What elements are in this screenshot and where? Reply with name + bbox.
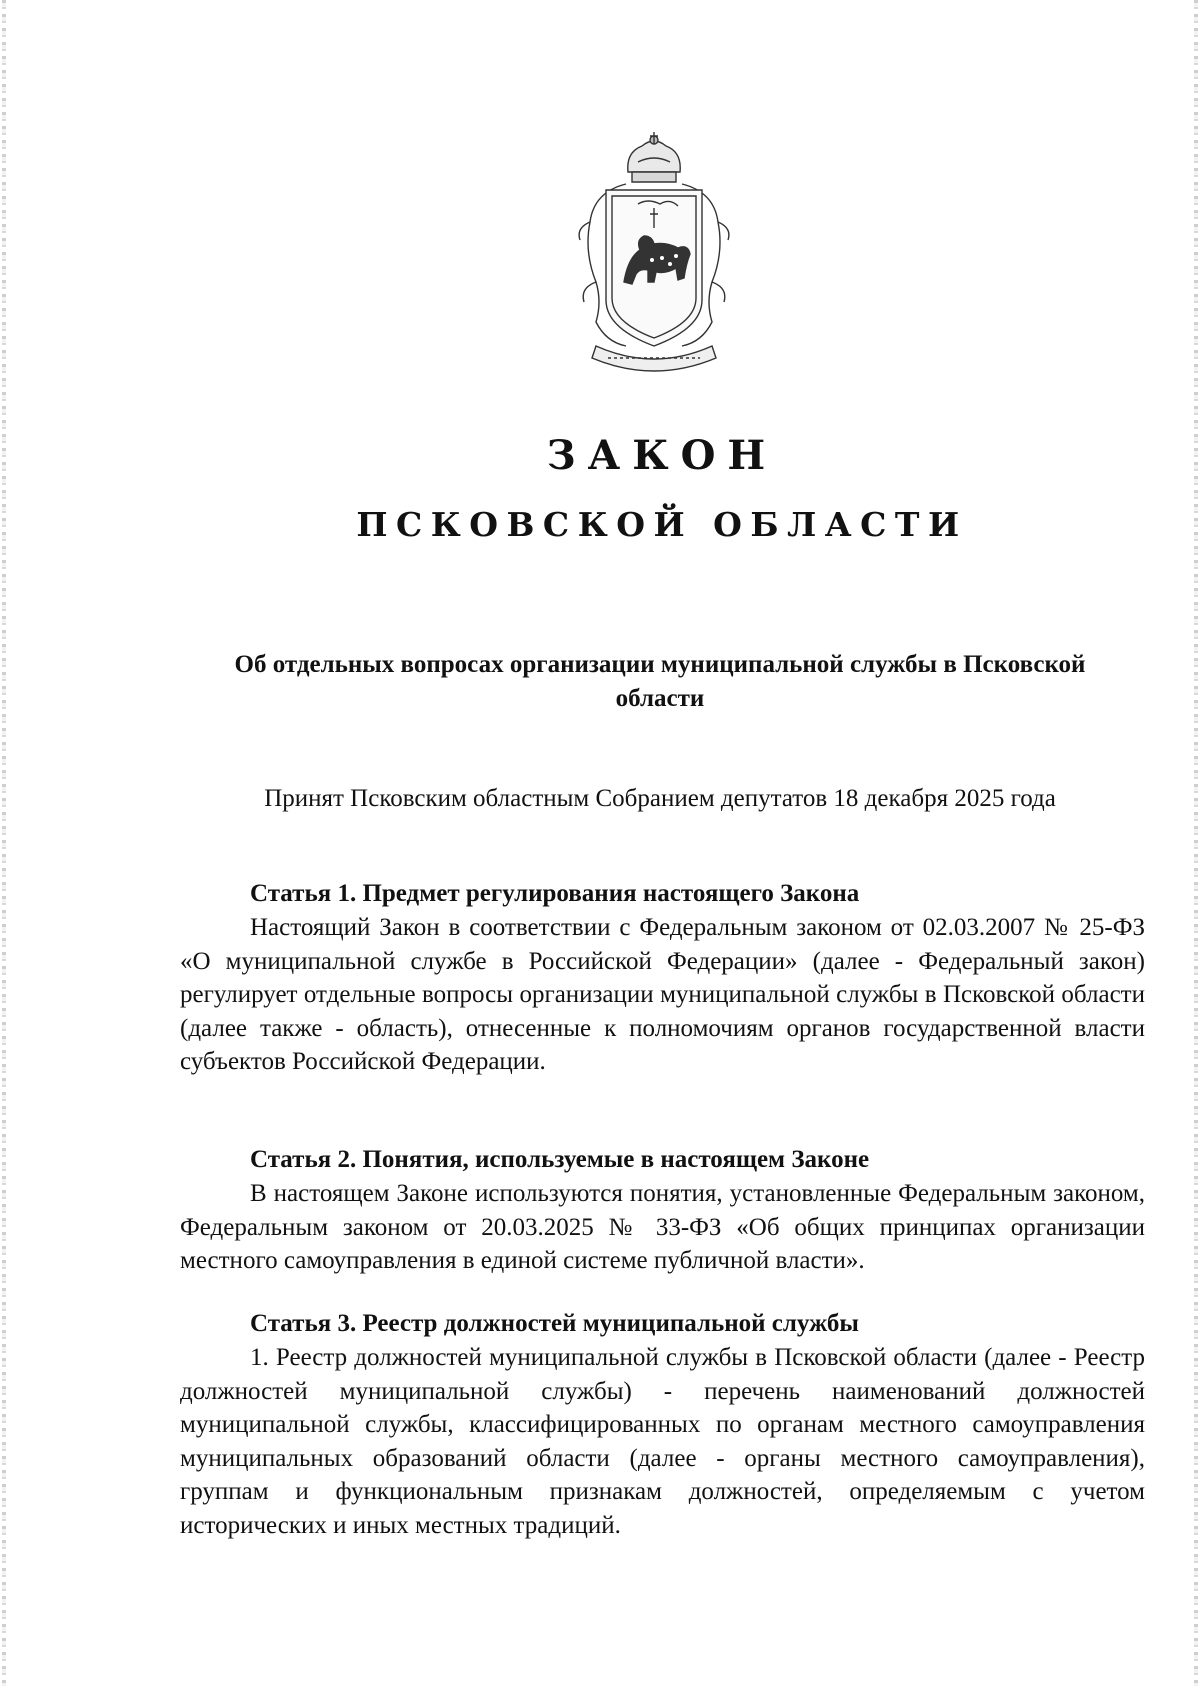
law-title: ЗАКОН	[546, 432, 778, 479]
article-2-body: В настоящем Законе используются понятия, установленные Федеральным законом, Федеральным законом от 20.03.2025 № 33-ФЗ «Об общих принципах организации местного самоуправления в единой системе публичной власти».	[180, 1180, 1145, 1275]
scan-edge-right	[1194, 0, 1198, 1686]
scan-edge-left	[2, 0, 6, 1686]
adoption-statement: Принят Псковским областным Собранием депутатов 18 декабря 2025 года	[264, 785, 1056, 812]
article-1-body: Настоящий Закон в соответствии с Федеральным законом от 02.03.2007 № 25-ФЗ «О муниципальной службе в Российской Федерации» (далее - Федеральный закон) регулирует отдельные вопросы организации муниципальной службы в Псковской области (далее также - область), отнесенные к полномочиям органов государственной власти субъектов Российской Федерации.	[180, 914, 1145, 1076]
article-2-heading: Статья 2. Понятия, используемые в настоящем Законе	[250, 1146, 870, 1173]
article-1-heading: Статья 1. Предмет регулирования настоящего Закона	[250, 880, 860, 907]
article-3-heading: Статья 3. Реестр должностей муниципальной службы	[250, 1310, 859, 1337]
law-name: Об отдельных вопросах организации муниципальной службы в Псковской области	[234, 651, 1086, 712]
coat-of-arms-icon	[566, 132, 742, 382]
article-3-body: 1. Реестр должностей муниципальной службы в Псковской области (далее - Реестр должностей муниципальной службы) - перечень наименований должностей муниципальной службы, классифицированных по органам местного самоуправления муниципальных образований области (далее - органы местного самоуправления), группам и функциональным признакам должностей, определяемым с учетом исторических и иных местных традиций.	[180, 1344, 1145, 1539]
region-title: ПСКОВСКОЙ ОБЛАСТИ	[356, 505, 968, 544]
